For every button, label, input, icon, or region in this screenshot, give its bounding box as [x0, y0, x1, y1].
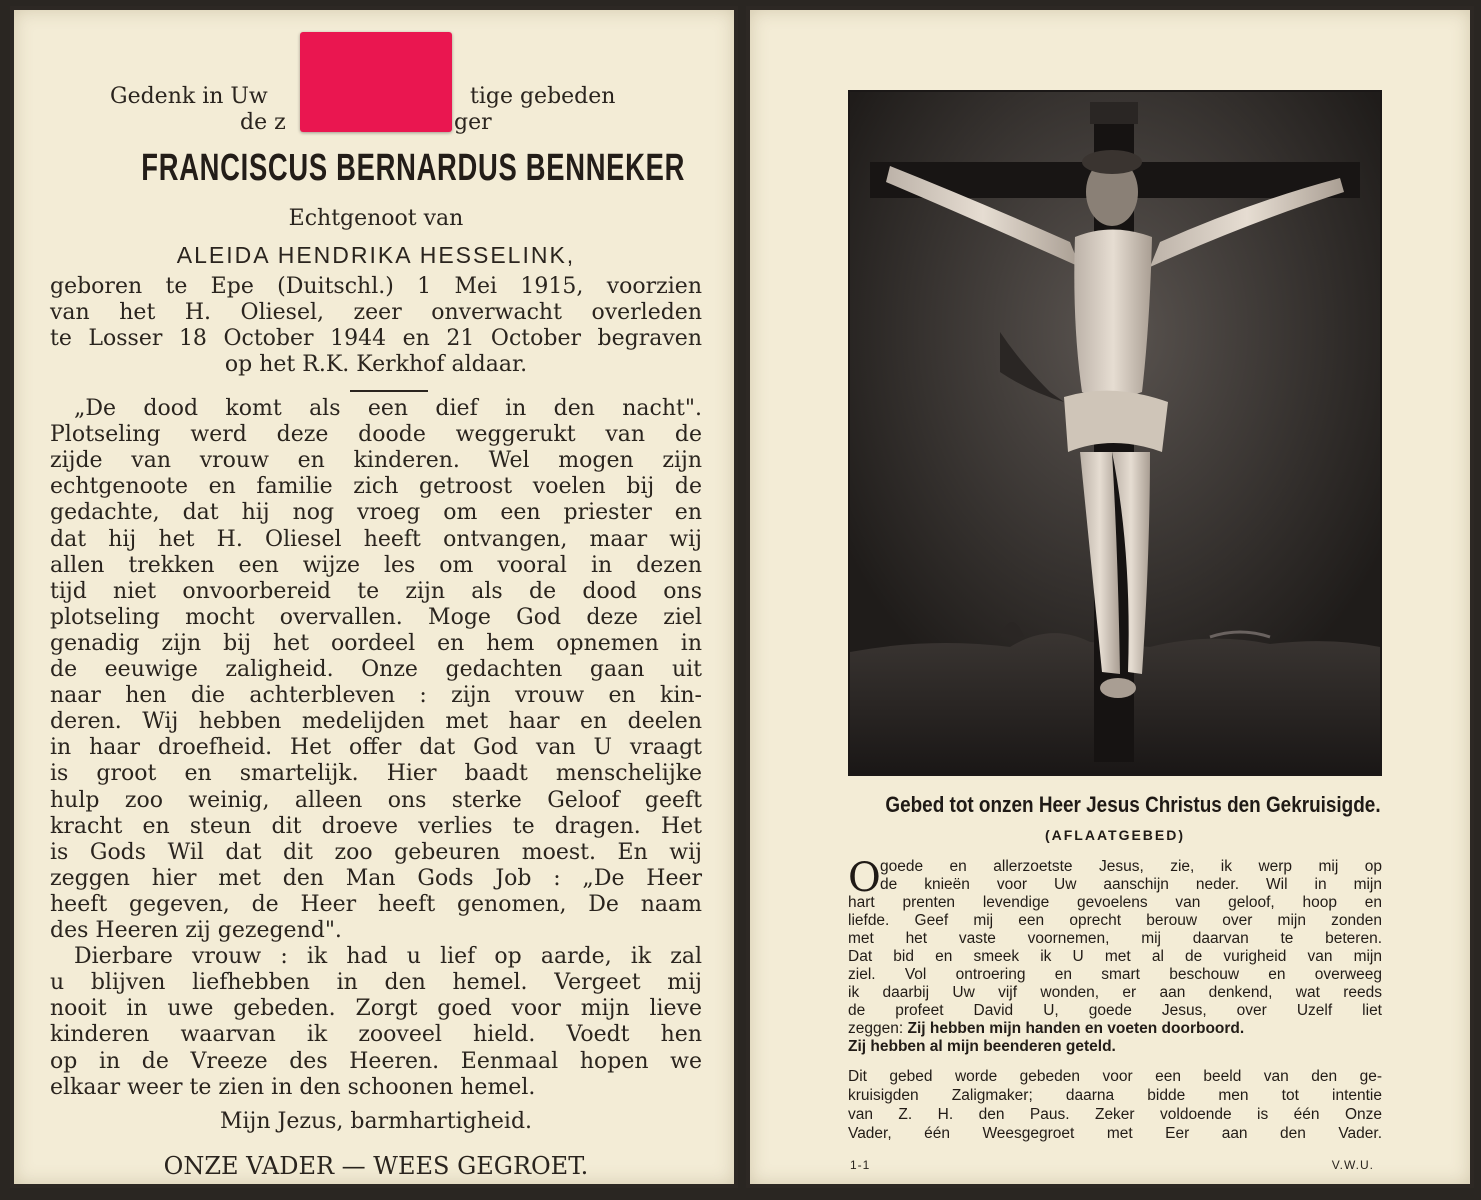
note-line-4: Vader, één Weesgegroet met Eer aan den Vader. — [848, 1125, 1382, 1142]
text-line-4: echtgenoote en familie zich getroost voelen bij de — [50, 474, 702, 500]
intro-line-2a: de z — [240, 110, 286, 135]
text-line-8: tijd niet onvoorbereid te zijn als de dood ons — [50, 578, 702, 604]
prayer-subtitle: (AFLAATGEBED) — [1044, 827, 1186, 843]
prayer-line-8: ik daarbij Uw vijf wonden, er aan denkend, wat reeds — [848, 984, 1382, 1001]
note-line-2: kruisigden Zaligmaker; daarna bidde men tot intentie — [848, 1087, 1382, 1104]
prayer-title: Gebed tot onzen Heer Jesus Christus den Gekruisigde. — [885, 792, 1381, 817]
prayer-line-4: liefde. Geef mij een oprecht berouw over mijn zonden — [848, 912, 1382, 929]
text-line-16: hulp zoo weinig, alleen ons sterke Geloof geeft — [50, 787, 702, 813]
intro-line-2b: ger — [454, 110, 492, 135]
text-line-26: op in de Vreeze des Heeren. Eenmaal hopen we — [50, 1048, 702, 1074]
prayer-line-bold: Zij hebben al mijn beenderen geteld. — [848, 1038, 1116, 1055]
right-card — [746, 6, 1474, 1188]
spouse-name: ALEIDA HENDRIKA HESSELINK, — [176, 242, 576, 268]
text-line-9: plotseling mocht overvallen. Moge God deze ziel — [50, 604, 702, 630]
prayer-line-mixed-bold: Zij hebben mijn handen en voeten doorboord. — [907, 1020, 1245, 1037]
prayer-line-3: hart prenten levendige gevoelens van geloof, hoop en — [848, 894, 1382, 911]
prayer-dropcap: O — [848, 855, 881, 901]
text-line-27: elkaar weer te zien in den schoonen hemel. — [50, 1074, 536, 1100]
prayer-line-mixed — [848, 1020, 1382, 1038]
divider-rule — [350, 390, 428, 392]
text-line-10: genadig zijn bij het oordeel en hem opnemen in — [50, 630, 702, 656]
text-line-20: heeft gegeven, de Heer heeft genomen, De naam — [50, 891, 702, 917]
deceased-name: FRANCISCUS BERNARDUS BENNEKER — [141, 147, 686, 189]
text-line-19: zeggen hier met den Man Gods Job : „De Heer — [50, 865, 702, 891]
bio-line-3: te Losser 18 October 1944 en 21 October begraven — [50, 326, 702, 351]
note-line-3: van Z. H. den Paus. Zeker voldoende is één Onze — [848, 1106, 1382, 1123]
intro-line-1a: Gedenk in Uw — [110, 84, 268, 109]
spouse-intro: Echtgenoot van — [288, 206, 464, 231]
text-line-3: zijde van vrouw en kinderen. Wel mogen zijn — [50, 448, 702, 474]
red-ribbon-seal — [300, 32, 452, 132]
text-line-1: „De dood komt als een dief in den nacht". — [74, 396, 702, 421]
intro-line-1b: tige gebeden — [470, 84, 616, 109]
prayer-line-mixed-plain: zeggen: — [848, 1020, 904, 1037]
text-line-13: deren. Wij hebben medelijden met haar en deelen — [50, 709, 702, 735]
print-code-left: 1-1 — [850, 1158, 871, 1172]
prayer-line-7: ziel. Vol ontroering en smart beschouw en overweeg — [848, 966, 1382, 983]
prayer-line-5: met het vaste voornemen, mij daarvan te beteren. — [848, 930, 1382, 947]
text-line-15: is groot en smartelijk. Hier baadt menschelijke — [50, 761, 702, 787]
text-line-18: is Gods Wil dat dit zoo gebeuren moest. En wij — [50, 839, 702, 865]
text-line-24: nooit in uwe gebeden. Zorgt goed voor mijn lieve — [50, 996, 702, 1022]
text-line-12: naar hen die achterbleven : zijn vrouw en kin- — [50, 683, 702, 709]
footer-prayers: ONZE VADER — WEES GEGROET. — [163, 1152, 589, 1180]
prayer-line-2: de knieën voor Uw aanschijn neder. Wil in mijn — [880, 876, 1382, 893]
left-card — [10, 6, 738, 1188]
text-line-23: u blijven liefhebben in den hemel. Vergeet mij — [50, 970, 702, 996]
bio-line-1: geboren te Epe (Duitschl.) 1 Mei 1915, voorzien — [50, 274, 702, 299]
text-line-6: dat hij het H. Oliesel heeft ontvangen, maar wij — [50, 526, 702, 552]
text-line-17: kracht en steun dit droeve verlies te dragen. Het — [50, 813, 702, 839]
text-line-22: Dierbare vrouw : ik had u lief op aarde, ik zal — [74, 944, 702, 970]
text-line-2: Plotseling werd deze doode weggerukt van de — [50, 422, 702, 448]
bio-line-4: op het R.K. Kerkhof aldaar. — [224, 352, 528, 377]
text-line-7: allen trekken een wijze les om vooral in dezen — [50, 552, 702, 578]
text-line-21: des Heeren zij gezegend". — [50, 918, 342, 943]
text-line-28: Mijn Jezus, barmhartigheid. — [219, 1108, 533, 1134]
prayer-line-6: Dat bid en smeek ik U met al de vurigheid van mijn — [848, 948, 1382, 965]
text-line-5: gedachte, dat hij nog vroeg om een priester en — [50, 500, 702, 526]
note-line-1: Dit gebed worde gebeden voor een beeld van den ge- — [848, 1068, 1382, 1085]
crucifix-illustration — [850, 92, 1380, 774]
text-line-11: de eeuwige zaligheid. Onze gedachten gaan uit — [50, 657, 702, 682]
print-code-right: V.W.U. — [1331, 1158, 1374, 1172]
crucifix-picture — [848, 90, 1382, 776]
text-line-14: in haar droefheid. Het offer dat God van U vraagt — [50, 735, 702, 761]
prayer-line-1: goede en allerzoetste Jesus, zie, ik werp mij op — [880, 858, 1382, 875]
text-line-25: kinderen waarvan ik zooveel hield. Voedt hen — [50, 1022, 702, 1048]
bio-line-2: van het H. Oliesel, zeer onverwacht overleden — [50, 300, 702, 325]
prayer-line-9: de profeet David U, goede Jesus, over Uzelf liet — [848, 1002, 1382, 1019]
